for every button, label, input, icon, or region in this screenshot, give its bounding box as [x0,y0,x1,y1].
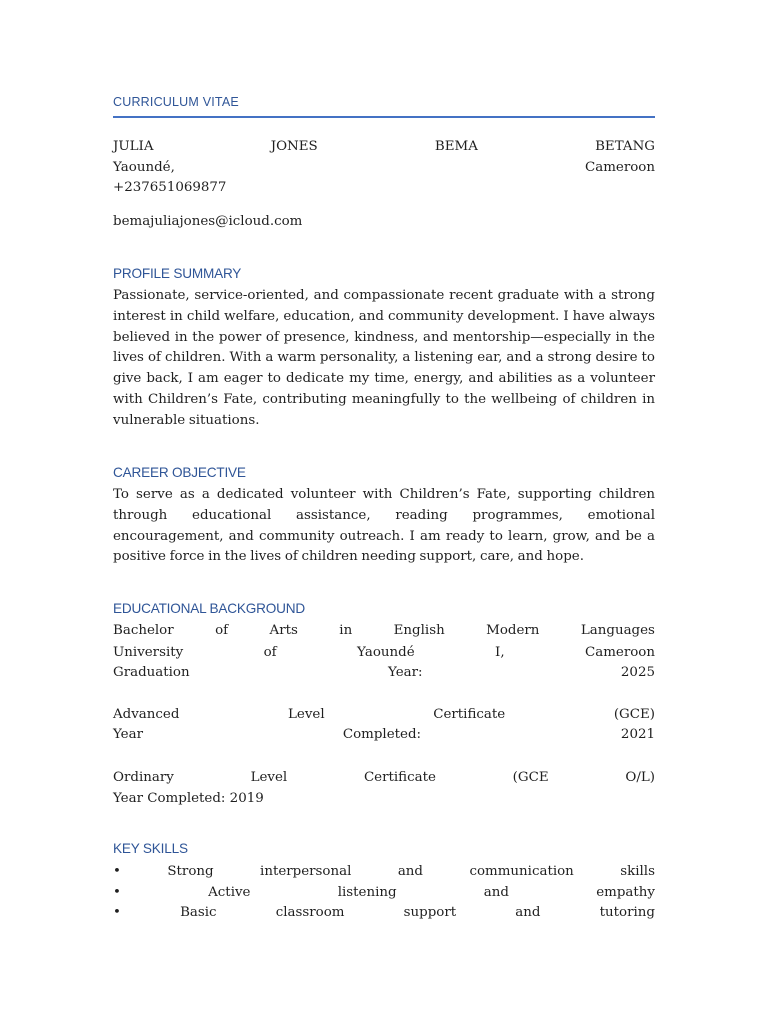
degree-word: Languages [580,623,655,638]
skill-word: listening [337,885,397,900]
skill-item [113,862,655,882]
graduation-word: Year: [388,665,423,680]
name-word: BETANG [595,139,655,154]
name-word: JULIA [113,139,154,154]
skill-item [113,903,655,923]
o-level-year-line: Year Completed: 2019 [113,791,264,806]
name-word: JONES [270,139,318,154]
skill-word: communication [469,864,574,879]
university-word: Cameroon [584,645,655,660]
degree-word: Arts [269,623,298,638]
degree-word: Bachelor [113,623,174,638]
skill-word: skills [620,864,655,879]
graduation-word: Graduation [113,665,190,680]
email-address: bemajuliajones@icloud.com [113,214,303,229]
bullet-icon: • [113,905,121,920]
skill-word: classroom [275,905,345,920]
o-level-word: Ordinary [113,770,174,785]
university-line [113,643,655,663]
degree-word: of [215,623,229,638]
degree-line [113,621,655,641]
bullet-icon: • [113,864,121,879]
o-level-word: O/L) [625,770,655,785]
university-word: Yaoundé [357,645,415,660]
cv-title: CURRICULUM VITAE [113,95,239,109]
a-level-year-word: Completed: [342,727,422,742]
degree-word: Modern [486,623,540,638]
a-level-line [113,705,655,725]
graduation-word: 2025 [620,665,655,680]
location [113,158,655,178]
degree-word: in [339,623,353,638]
university-word: of [263,645,277,660]
skill-word: Active [208,885,251,900]
a-level-word: Certificate [433,707,506,722]
location-word: Cameroon [584,160,655,175]
skill-word: Basic [180,905,217,920]
profile-summary-heading: PROFILE SUMMARY [113,266,242,281]
location-word: Yaoundé, [113,160,175,175]
o-level-word: Level [250,770,288,785]
university-word: University [113,645,184,660]
skill-word: and [515,905,541,920]
skill-word: empathy [596,885,655,900]
university-word: I, [495,645,505,660]
a-level-word: Level [288,707,325,722]
a-level-year-word: Year [113,727,143,742]
skill-word: and [397,864,424,879]
name-word: BEMA [434,139,478,154]
title-divider [113,116,655,118]
full-name [113,137,655,157]
o-level-word: (GCE [512,770,549,785]
a-level-word: (GCE) [613,707,655,722]
career-objective-text: To serve as a dedicated volunteer with Children’s Fate, supporting children through educational assistance, reading programmes, emotional encouragement, and community outreach. I am ready to learn, grow, and be a positive force in the lives of children needing support, care, and hope. [113,487,655,565]
skill-word: Strong [167,864,214,879]
skill-word: tutoring [599,905,655,920]
o-level-word: Certificate [363,770,436,785]
degree-word: English [393,623,445,638]
o-level-line [113,768,655,788]
skill-item [113,883,655,903]
skill-word: and [483,885,509,900]
phone-number: +237651069877 [113,180,227,195]
a-level-year-word: 2021 [620,727,655,742]
bullet-icon: • [113,885,121,900]
key-skills-heading: KEY SKILLS [113,841,188,856]
skill-word: interpersonal [260,864,352,879]
profile-summary-text: Passionate, service-oriented, and compassionate recent graduate with a strong interest in child welfare, education, and community development. I have always believed in the power of presence, kindness, and mentorship—especially in the lives of children. With a warm personality, a listening ear, and a strong desire to give back, I am eager to dedicate my time, energy, and abilities as a volunteer with Children’s Fate, contributing meaningfully to the wellbeing of children in vulnerable situations. [113,288,655,428]
education-heading: EDUCATIONAL BACKGROUND [113,601,305,616]
a-level-word: Advanced [113,707,180,722]
skill-word: support [403,905,457,920]
career-objective-heading: CAREER OBJECTIVE [113,465,246,480]
graduation-year-line [113,663,655,683]
a-level-year-line [113,725,655,745]
